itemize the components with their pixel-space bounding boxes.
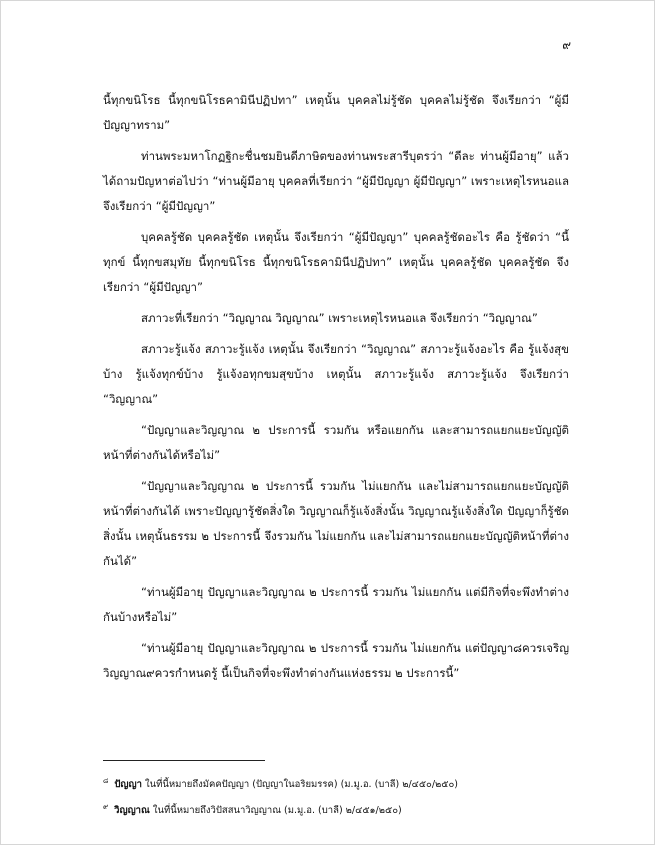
footnote-mark: ๙ <box>103 803 109 812</box>
paragraph: “ปัญญาและวิญญาณ ๒ ประการนี้ รวมกัน หรือแยกกัน และสามารถแยกแยะบัญญัติหน้าที่ต่างกันได้หรือไม่” <box>103 423 569 462</box>
footnote <box>103 770 569 796</box>
footnote-term: ปัญญา <box>114 779 142 791</box>
footnote-text: ในที่นี้หมายถึงวิปัสสนาวิญญาณ (ม.มู.อ. (บาลี) ๒/๔๕๑/๒๕๐) <box>152 805 402 817</box>
paragraph: ท่านพระมหาโกฏฐิกะชื่นชมยินดีภาษิตของท่านพระสารีบุตรว่า “ดีละ ท่านผู้มีอายุ” แล้วได้ถามปัญหาต่อไปว่า “ท่านผู้มีอายุ บุคคลที่เรียกว่า “ผู้มีปัญญา ผู้มีปัญญา” เพราะเหตุไรหนอแลจึงเรียกว่า “ผู้มีปัญญา” <box>103 149 569 213</box>
page-number: ๙ <box>562 38 571 52</box>
paragraph: สภาวะที่เรียกว่า “วิญญาณ วิญญาณ” เพราะเหตุไรหนอแล จึงเรียกว่า “วิญญาณ” <box>141 311 538 325</box>
paragraph: “ท่านผู้มีอายุ ปัญญาและวิญญาณ ๒ ประการนี้ รวมกัน ไม่แยกกัน แต่มีกิจที่จะพึงทำต่างกันบ้างหรือไม่” <box>103 585 569 624</box>
paragraph: สภาวะรู้แจ้ง สภาวะรู้แจ้ง เหตุนั้น จึงเรียกว่า “วิญญาณ” สภาวะรู้แจ้งอะไร คือ รู้แจ้งสุขบ้าง รู้แจ้งทุกข์บ้าง รู้แจ้งอทุกขมสุขบ้าง เหตุนั้น สภาวะรู้แจ้ง สภาวะรู้แจ้ง จึงเรียกว่า “วิญญาณ” <box>103 342 569 406</box>
paragraph: “ปัญญาและวิญญาณ ๒ ประการนี้ รวมกัน ไม่แยกกัน และไม่สามารถแยกแยะบัญญัติหน้าที่ต่างกันได้ เพราะปัญญารู้ชัดสิ่งใด วิญญาณก็รู้แจ้งสิ่งนั้น วิญญาณรู้แจ้งสิ่งใด ปัญญาก็รู้ชัดสิ่งนั้น เหตุนั้นธรรม ๒ ประการนี้ จึงรวมกัน ไม่แยกกัน และไม่สามารถแยกแยะบัญญัติหน้าที่ต่างกันได้” <box>103 479 569 568</box>
footnote-text: ในที่นี้หมายถึงมัคคปัญญา (ปัญญาในอริยมรรค) (ม.มู.อ. (บาลี) ๒/๔๕๐/๒๕๐) <box>145 779 458 791</box>
footnote-mark: ๘ <box>103 777 109 785</box>
body-text <box>103 88 569 692</box>
paragraph: บุคคลรู้ชัด บุคคลรู้ชัด เหตุนั้น จึงเรียกว่า “ผู้มีปัญญา” บุคคลรู้ชัดอะไร คือ รู้ชัดว่า “นี้ทุกข์ นี้ทุกขสมุทัย นี้ทุกขนิโรธ นี้ทุกขนิโรธคามินีปฏิปทา” เหตุนั้น บุคคลรู้ชัด บุคคลรู้ชัด จึงเรียกว่า “ผู้มีปัญญา” <box>103 230 569 294</box>
footnote-divider <box>103 760 265 761</box>
paragraph: นี้ทุกขนิโรธ นี้ทุกขนิโรธคามินีปฏิปทา” เหตุนั้น บุคคลไม่รู้ชัด บุคคลไม่รู้ชัด จึงเรียกว่า “ผู้มีปัญญาทราม” <box>103 93 569 132</box>
footnotes <box>103 770 569 822</box>
footnote-term: วิญญาณ <box>114 805 150 817</box>
footnote <box>103 796 569 822</box>
paragraph: “ท่านผู้มีอายุ ปัญญาและวิญญาณ ๒ ประการนี้ รวมกัน ไม่แยกกัน แต่ปัญญา๘ควรเจริญ วิญญาณ๙ควรกำหนดรู้ นี้เป็นกิจที่จะพึงทำต่างกันแห่งธรรม ๒ ประการนี้” <box>103 641 569 680</box>
